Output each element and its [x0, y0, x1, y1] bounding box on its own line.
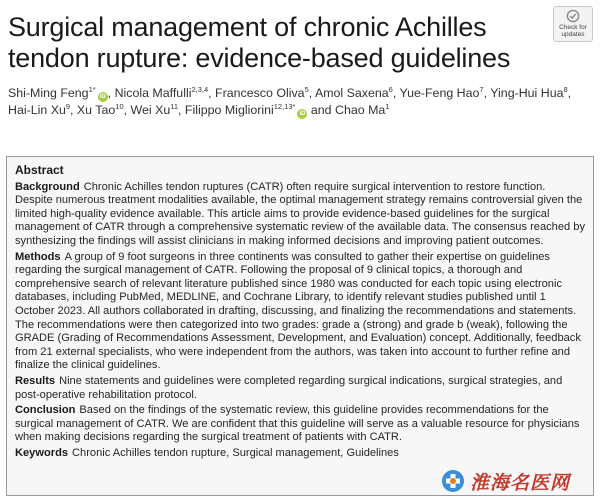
author[interactable] [77, 103, 124, 117]
badge-line-1: Check for [559, 24, 587, 31]
keywords-label: Keywords [15, 446, 69, 459]
author-affiliation: 5 [304, 85, 309, 94]
author-affiliation: 7 [479, 85, 484, 94]
author-separator: , [483, 86, 491, 100]
author-separator: , [123, 103, 131, 117]
author-affiliation: 1 [385, 102, 390, 111]
author-name: Hai-Lin Xu [8, 103, 66, 117]
author-name: Yue-Feng Hao [399, 86, 480, 100]
author[interactable] [400, 86, 484, 100]
author[interactable] [115, 86, 209, 100]
background-label: Background [15, 180, 80, 193]
author-separator: , [178, 103, 185, 117]
author-name: Shi-Ming Feng [8, 86, 89, 100]
orcid-icon[interactable]: iD [99, 94, 106, 100]
results-label: Results [15, 374, 56, 387]
author-separator: , [567, 86, 572, 100]
author-separator: , [107, 86, 115, 100]
conclusion-label: Conclusion [15, 404, 76, 417]
author-separator: , [70, 103, 77, 117]
author-list [8, 85, 593, 119]
abstract-methods [15, 251, 585, 373]
author-name: Xu Tao [76, 103, 116, 117]
author-name: Ying-Hui Hua [490, 86, 564, 100]
author-name: Chao Ma [335, 103, 386, 117]
author-name: Wei Xu [130, 103, 171, 117]
watermark-text: 淮海名医网 [470, 471, 571, 494]
check-for-updates-icon [566, 9, 580, 23]
author-affiliation: 8 [563, 85, 568, 94]
abstract-heading: Abstract [15, 163, 64, 177]
author[interactable] [185, 103, 308, 117]
author-separator: , [208, 86, 216, 100]
author-affiliation: 9 [65, 102, 71, 111]
author-affiliation: 10 [115, 102, 124, 111]
methods-text: A group of 9 foot surgeons in three continents was consulted to gather their expertise on guidelines regarding the surgical management of CATR. Following the proposal of 9 clinical topics, a thorough and comprehensive search of relevant literature published since 1980 was conducted for each topic using electronic databases, including PubMed, MEDLINE, and Cochrane Library, to identify relevant studies published until 1 October 2023. All authors collaborated in drafting, discussing, and finalizing the recommendations and statements. The recommendations were then categorized into two grades: grade a (strong) and grade b (weak), following the GRADE (Grading of Recommendations Assessment, Development, and Evaluation) concept. Additionally, feedback from 21 external specialists, who were independent from the authors, was taken into account to further refine and finalize the clinical guidelines. [15, 250, 581, 372]
background-text: Chronic Achilles tendon ruptures (CATR) often require surgical intervention to restore function. Despite numerous treatment modalities available, the optimal management strategy remains controversial given the limited high-quality evidence available. This article aims to provide evidence-based guidelines for the surgical management of CATR through a comprehensive systematic review of the available data. The consensus reached by synthesizing the findings will assist clinicians in making informed decisions and improving patient outcomes. [15, 180, 585, 247]
abstract-background [15, 181, 585, 249]
author-affiliation: 1* [88, 85, 96, 94]
site-watermark [440, 466, 594, 496]
author[interactable] [8, 86, 108, 100]
author[interactable] [335, 103, 389, 117]
author-affiliation: 12,13* [273, 102, 296, 111]
author-name: Amol Saxena [314, 86, 389, 100]
conclusion-text: Based on the findings of the systematic review, this guideline provides recommendations for the surgical management of CATR. We are confident that this guideline will serve as a valuable resource for physicians when making decisions regarding the surgical treatment of patients with CATR. [15, 404, 580, 444]
badge-line-2: updates [561, 31, 585, 38]
keywords-text: Chronic Achilles tendon rupture, Surgical management, Guidelines [72, 446, 399, 459]
author-name: Nicola Maffulli [114, 86, 192, 100]
check-for-updates-badge[interactable] [553, 6, 593, 42]
author-affiliation: 2,3,4 [191, 85, 209, 94]
author[interactable] [315, 86, 393, 100]
paper-title: Surgical management of chronic Achilles tendon rupture: evidence-based guidelines [8, 12, 511, 73]
abstract-keywords [15, 447, 585, 461]
author-affiliation: 6 [388, 85, 393, 94]
author-separator: , [308, 86, 315, 100]
abstract-box [6, 156, 594, 496]
author-separator: , [392, 86, 400, 100]
clinic-logo-icon [440, 468, 466, 494]
author[interactable] [8, 103, 70, 117]
author-separator: and [307, 103, 335, 117]
author[interactable] [131, 103, 179, 117]
author-affiliation: 11 [170, 102, 179, 111]
author-name: Francesco Oliva [215, 86, 305, 100]
orcid-icon[interactable]: iD [299, 111, 306, 117]
methods-label: Methods [15, 250, 61, 263]
abstract-conclusion [15, 404, 585, 445]
author-name: Filippo Migliorini [184, 103, 274, 117]
results-text: Nine statements and guidelines were completed regarding surgical indications, surgical strategies, and post-operative rehabilitation protocol. [15, 374, 563, 401]
abstract-results [15, 375, 585, 402]
author[interactable] [490, 86, 567, 100]
author[interactable] [215, 86, 309, 100]
